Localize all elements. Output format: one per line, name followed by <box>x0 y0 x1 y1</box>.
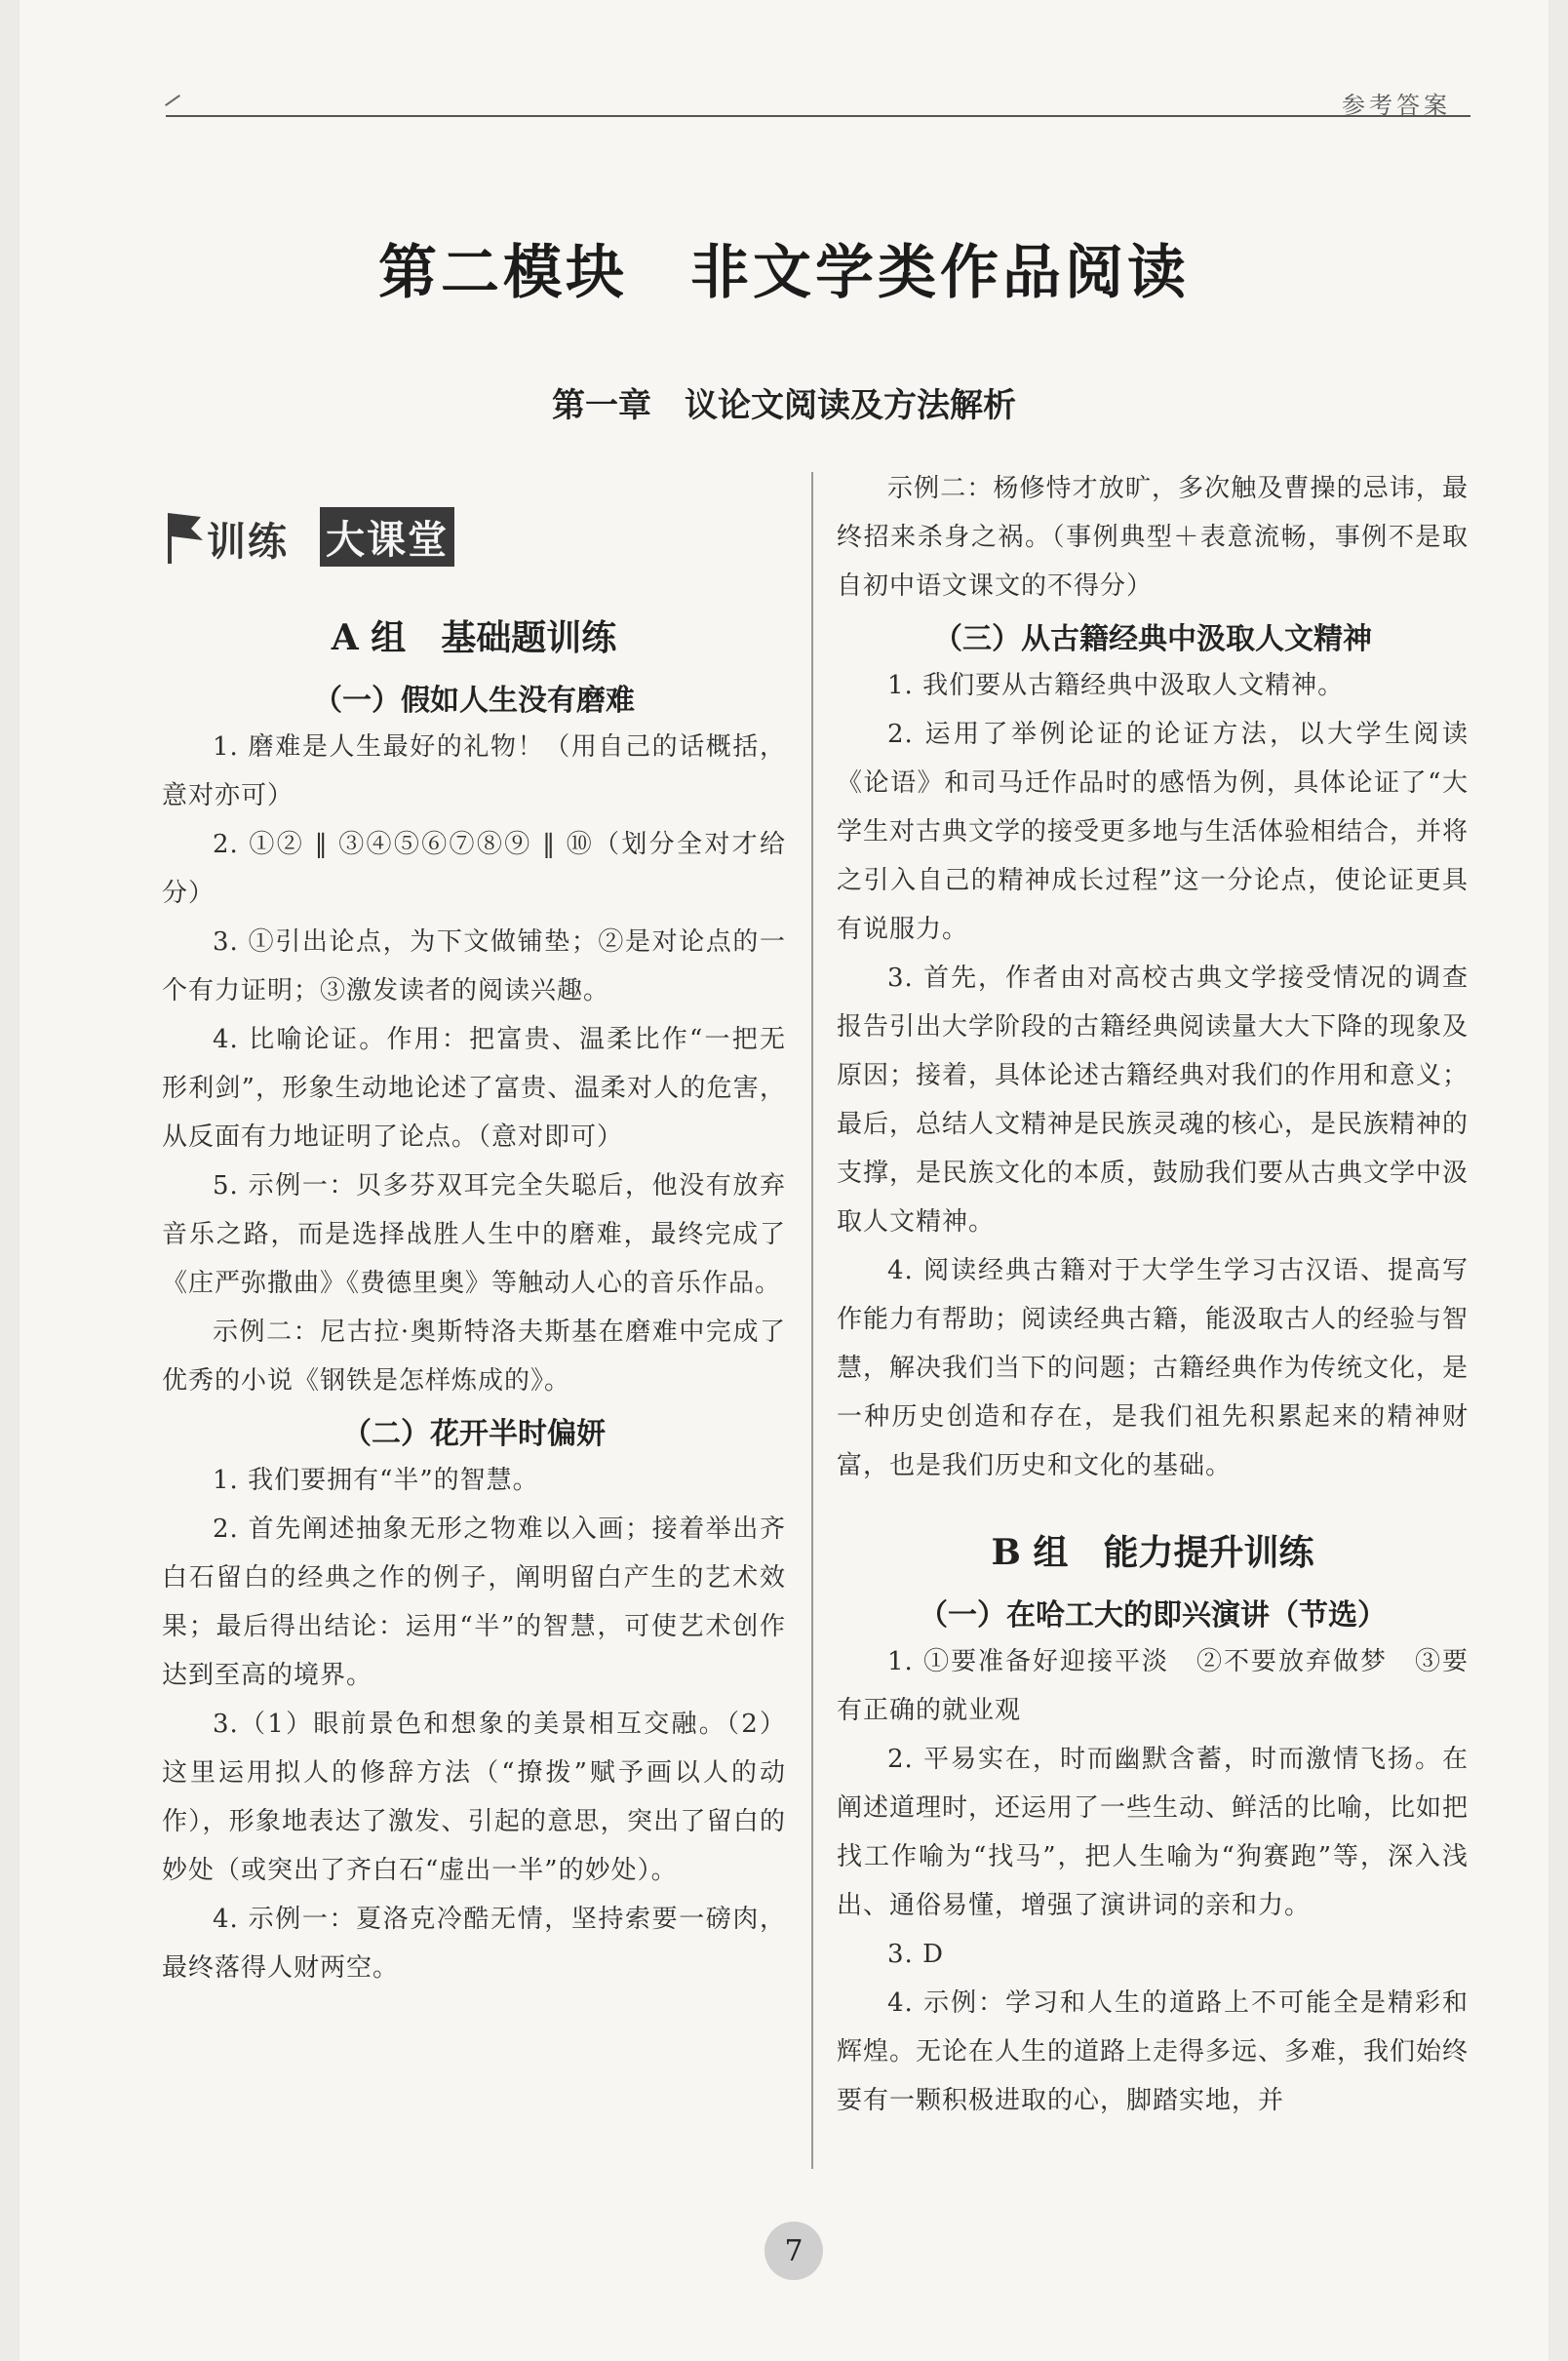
answer-item: 5. 示例一：贝多芬双耳完全失聪后，他没有放弃音乐之路，而是选择战胜人生中的磨难，最终完成了《庄严弥撒曲》《费德里奥》等触动人心的音乐作品。 <box>162 1171 786 1298</box>
answer-item: 2. 平易实在，时而幽默含蓄，时而激情飞扬。在阐述道理时，还运用了一些生动、鲜活的比喻，比如把找工作喻为“找马”，把人生喻为“狗赛跑”等，深入浅出、通俗易懂，增强了演讲词的亲和力。 <box>837 1745 1470 1920</box>
answer-item: 2. ①② ‖ ③④⑤⑥⑦⑧⑨ ‖ ⑩（划分全对才给分） <box>162 830 786 908</box>
answer-item: 4. 阅读经典古籍对于大学生学习古汉语、提高写作能力有帮助；阅读经典古籍，能汲取古人的经验与智慧，解决我们当下的问题；古籍经典作为传统文化，是一种历史创造和存在，是我们祖先积累起来的精神财富，也是我们历史和文化的基础。 <box>837 1256 1470 1480</box>
group-a-title: A 组 基础题训练 <box>331 617 617 658</box>
answer-item: 1. 我们要从古籍经典中汲取人文精神。 <box>887 671 1345 700</box>
answer-item: 4. 示例一：夏洛克冷酷无情，坚持索要一磅肉，最终落得人财两空。 <box>162 1905 786 1983</box>
answer-item: 2. 运用了举例论证的论证方法，以大学生阅读《论语》和司马迁作品时的感悟为例，具体论证了“大学生对古典文学的接受更多地与生活体验相结合，并将之引入自己的精神成长过程”这一分论点，使论证更具有说服力。 <box>837 720 1470 944</box>
answer-item: 2. 首先阐述抽象无形之物难以入画；接着举出齐白石留白的经典之作的例子，阐明留白产生的艺术效果；最后得出结论：运用“半”的智慧，可使艺术创作达到至高的境界。 <box>162 1515 786 1690</box>
left-sections <box>162 676 786 1992</box>
section-title: （三）从古籍经典中汲取人文精神 <box>933 622 1372 656</box>
answer-item: 1. ①要准备好迎接平淡 ②不要放弃做梦 ③要有正确的就业观 <box>837 1647 1469 1725</box>
column-divider <box>811 472 813 2169</box>
header-label: 参考答案 <box>1342 92 1451 119</box>
training-banner <box>162 503 786 577</box>
answer-item: 3. ①引出论点，为下文做铺垫；②是对论点的一个有力证明；③激发读者的阅读兴趣。 <box>162 927 786 1005</box>
answer-item: 4. 示例：学习和人生的道路上不可能全是精彩和辉煌。无论在人生的道路上走得多远、多难，我们始终要有一颗积极进取的心，脚踏实地，并 <box>837 1988 1470 2115</box>
answer-item: 1. 磨难是人生最好的礼物！（用自己的话概括，意对亦可） <box>162 732 786 810</box>
chapter-title: 第一章 议论文阅读及方法解析 <box>552 386 1016 425</box>
right-sections-a <box>837 614 1469 1490</box>
banner-text-2: 大课堂 <box>320 507 454 567</box>
right-lead <box>837 464 1469 610</box>
group-b-title: B 组 能力提升训练 <box>991 1532 1314 1573</box>
answer-item: 1. 我们要拥有“半”的智慧。 <box>213 1466 539 1495</box>
module-title: 第二模块 非文学类作品阅读 <box>378 239 1190 307</box>
section-title: （二）花开半时偏妍 <box>342 1417 606 1451</box>
flag-icon <box>162 507 209 568</box>
right-sections-b <box>837 1591 1469 2125</box>
header-mark <box>165 95 180 106</box>
answer-item: 示例二：尼古拉·奥斯特洛夫斯基在磨难中完成了优秀的小说《钢铁是怎样炼成的》。 <box>162 1318 786 1396</box>
answer-item: 示例二：杨修恃才放旷，多次触及曹操的忌讳，最终招来杀身之祸。（事例典型＋表意流畅，事例不是取自初中语文课文的不得分） <box>837 474 1469 601</box>
section-title: （一）在哈工大的即兴演讲（节选） <box>919 1598 1387 1633</box>
header-rule <box>166 115 1470 117</box>
answer-page <box>20 0 1548 2361</box>
answer-item: 4. 比喻论证。作用：把富贵、温柔比作“一把无形利剑”，形象生动地论述了富贵、温柔对人的危害，从反面有力地证明了论点。（意对即可） <box>162 1025 786 1152</box>
answer-item: 3. 首先，作者由对高校古典文学接受情况的调查报告引出大学阶段的古籍经典阅读量大大下降的现象及原因；接着，具体论述古籍经典对我们的作用和意义；最后，总结人文精神是民族灵魂的核心，是民族精神的支撑，是民族文化的本质，鼓励我们要从古典文学中汲取人文精神。 <box>837 964 1470 1237</box>
answer-item: 3. D <box>887 1940 944 1969</box>
answer-item: 3.（1）眼前景色和想象的美景相互交融。（2）这里运用拟人的修辞方法（“撩拨”赋予画以人的动作），形象地表达了激发、引起的意思，突出了留白的妙处（或突出了齐白石“虚出一半”的妙处）。 <box>162 1710 786 1885</box>
left-column <box>162 460 786 1992</box>
right-column <box>837 464 1469 2125</box>
banner-text-1: 训练 <box>207 520 289 565</box>
page-number: 7 <box>764 2222 823 2280</box>
section-title: （一）假如人生没有磨难 <box>313 684 635 718</box>
